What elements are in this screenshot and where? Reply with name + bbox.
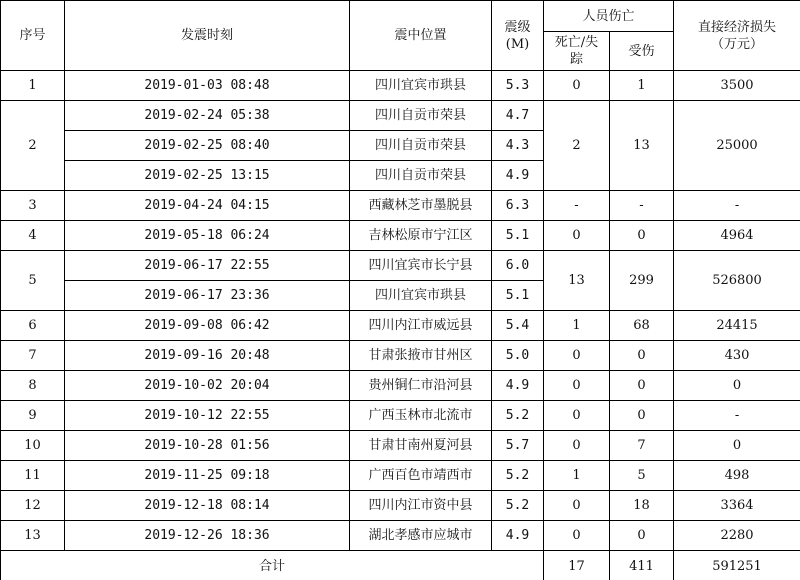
cell-location: 四川自贡市荣县 [350,101,492,131]
cell-magnitude: 5.1 [492,221,544,251]
cell-loss: 4964 [674,221,800,251]
cell-magnitude: 5.2 [492,491,544,521]
header-loss: 直接经济损失 （万元） [674,1,800,71]
table-row [1,311,800,341]
cell-loss: 430 [674,341,800,371]
cell-time: 2019-06-17 22:55 [65,251,350,281]
cell-seq: 2 [1,101,65,191]
cell-injured: 1 [610,71,674,101]
cell-loss: - [674,191,800,221]
cell-loss: - [674,401,800,431]
table-row [1,521,800,551]
table-body [1,71,800,580]
cell-loss: 3364 [674,491,800,521]
table-row [1,461,800,491]
cell-magnitude: 4.3 [492,131,544,161]
cell-magnitude: 5.7 [492,431,544,461]
cell-injured: 0 [610,221,674,251]
cell-time: 2019-11-25 09:18 [65,461,350,491]
header-time: 发震时刻 [65,1,350,71]
cell-dead: 2 [544,101,610,191]
table-row [1,251,800,281]
cell-location: 四川自贡市荣县 [350,131,492,161]
table-row [1,341,800,371]
table-row [1,491,800,521]
cell-location: 湖北孝感市应城市 [350,521,492,551]
cell-loss: 2280 [674,521,800,551]
cell-loss: 24415 [674,311,800,341]
cell-seq: 12 [1,491,65,521]
cell-time: 2019-09-08 06:42 [65,311,350,341]
cell-seq: 8 [1,371,65,401]
cell-magnitude: 5.3 [492,71,544,101]
cell-time: 2019-10-02 20:04 [65,371,350,401]
header-row-1 [1,1,800,32]
cell-dead: 0 [544,341,610,371]
cell-seq: 4 [1,221,65,251]
cell-location: 四川内江市威远县 [350,311,492,341]
cell-loss: 3500 [674,71,800,101]
cell-loss: 25000 [674,101,800,191]
cell-dead: 1 [544,461,610,491]
cell-injured: 0 [610,401,674,431]
cell-time: 2019-06-17 23:36 [65,281,350,311]
cell-time: 2019-02-24 05:38 [65,101,350,131]
cell-injured: - [610,191,674,221]
cell-magnitude: 6.0 [492,251,544,281]
cell-seq: 9 [1,401,65,431]
cell-seq: 10 [1,431,65,461]
cell-injured: 0 [610,521,674,551]
cell-loss: 0 [674,371,800,401]
total-row [1,551,800,580]
cell-loss: 498 [674,461,800,491]
cell-time: 2019-01-03 08:48 [65,71,350,101]
cell-injured: 13 [610,101,674,191]
cell-magnitude: 5.2 [492,401,544,431]
cell-injured: 299 [610,251,674,311]
table-row [1,101,800,131]
cell-injured: 5 [610,461,674,491]
cell-location: 四川宜宾市长宁县 [350,251,492,281]
cell-loss: 0 [674,431,800,461]
total-loss: 591251 [674,551,800,580]
cell-location: 四川宜宾市珙县 [350,281,492,311]
cell-seq: 7 [1,341,65,371]
cell-location: 四川自贡市荣县 [350,161,492,191]
table-row [1,221,800,251]
cell-seq: 11 [1,461,65,491]
cell-time: 2019-04-24 04:15 [65,191,350,221]
table-row [1,431,800,461]
header-dead: 死亡/失 踪 [544,32,610,71]
cell-location: 西藏林芝市墨脱县 [350,191,492,221]
total-injured: 411 [610,551,674,580]
cell-injured: 18 [610,491,674,521]
cell-location: 贵州铜仁市沿河县 [350,371,492,401]
cell-time: 2019-02-25 13:15 [65,161,350,191]
cell-magnitude: 6.3 [492,191,544,221]
cell-location: 甘肃甘南州夏河县 [350,431,492,461]
cell-time: 2019-09-16 20:48 [65,341,350,371]
cell-seq: 3 [1,191,65,221]
cell-location: 甘肃张掖市甘州区 [350,341,492,371]
cell-dead: 13 [544,251,610,311]
cell-magnitude: 5.0 [492,341,544,371]
header-magnitude: 震级 (M) [492,1,544,71]
cell-seq: 6 [1,311,65,341]
cell-injured: 68 [610,311,674,341]
header-injured: 受伤 [610,32,674,71]
cell-magnitude: 4.7 [492,101,544,131]
cell-time: 2019-10-28 01:56 [65,431,350,461]
cell-seq: 13 [1,521,65,551]
table-row [1,71,800,101]
cell-time: 2019-02-25 08:40 [65,131,350,161]
cell-injured: 0 [610,371,674,401]
cell-time: 2019-12-26 18:36 [65,521,350,551]
cell-location: 四川宜宾市珙县 [350,71,492,101]
cell-seq: 1 [1,71,65,101]
cell-dead: 0 [544,521,610,551]
cell-location: 广西百色市靖西市 [350,461,492,491]
cell-dead: 0 [544,221,610,251]
cell-location: 四川内江市资中县 [350,491,492,521]
cell-dead: 0 [544,431,610,461]
cell-magnitude: 5.2 [492,461,544,491]
cell-seq: 5 [1,251,65,311]
cell-dead: 0 [544,401,610,431]
cell-magnitude: 4.9 [492,161,544,191]
table-row [1,191,800,221]
cell-injured: 7 [610,431,674,461]
cell-injured: 0 [610,341,674,371]
cell-dead: 0 [544,491,610,521]
table-row [1,401,800,431]
cell-loss: 526800 [674,251,800,311]
cell-dead: - [544,191,610,221]
header-casualties: 人员伤亡 [544,1,674,32]
cell-time: 2019-12-18 08:14 [65,491,350,521]
cell-time: 2019-05-18 06:24 [65,221,350,251]
header-seq: 序号 [1,1,65,71]
cell-dead: 0 [544,71,610,101]
cell-dead: 1 [544,311,610,341]
cell-dead: 0 [544,371,610,401]
cell-location: 吉林松原市宁江区 [350,221,492,251]
cell-time: 2019-10-12 22:55 [65,401,350,431]
table-row [1,371,800,401]
cell-magnitude: 5.1 [492,281,544,311]
total-label: 合计 [1,551,544,580]
cell-magnitude: 5.4 [492,311,544,341]
cell-location: 广西玉林市北流市 [350,401,492,431]
total-dead: 17 [544,551,610,580]
header-location: 震中位置 [350,1,492,71]
cell-magnitude: 4.9 [492,371,544,401]
cell-magnitude: 4.9 [492,521,544,551]
